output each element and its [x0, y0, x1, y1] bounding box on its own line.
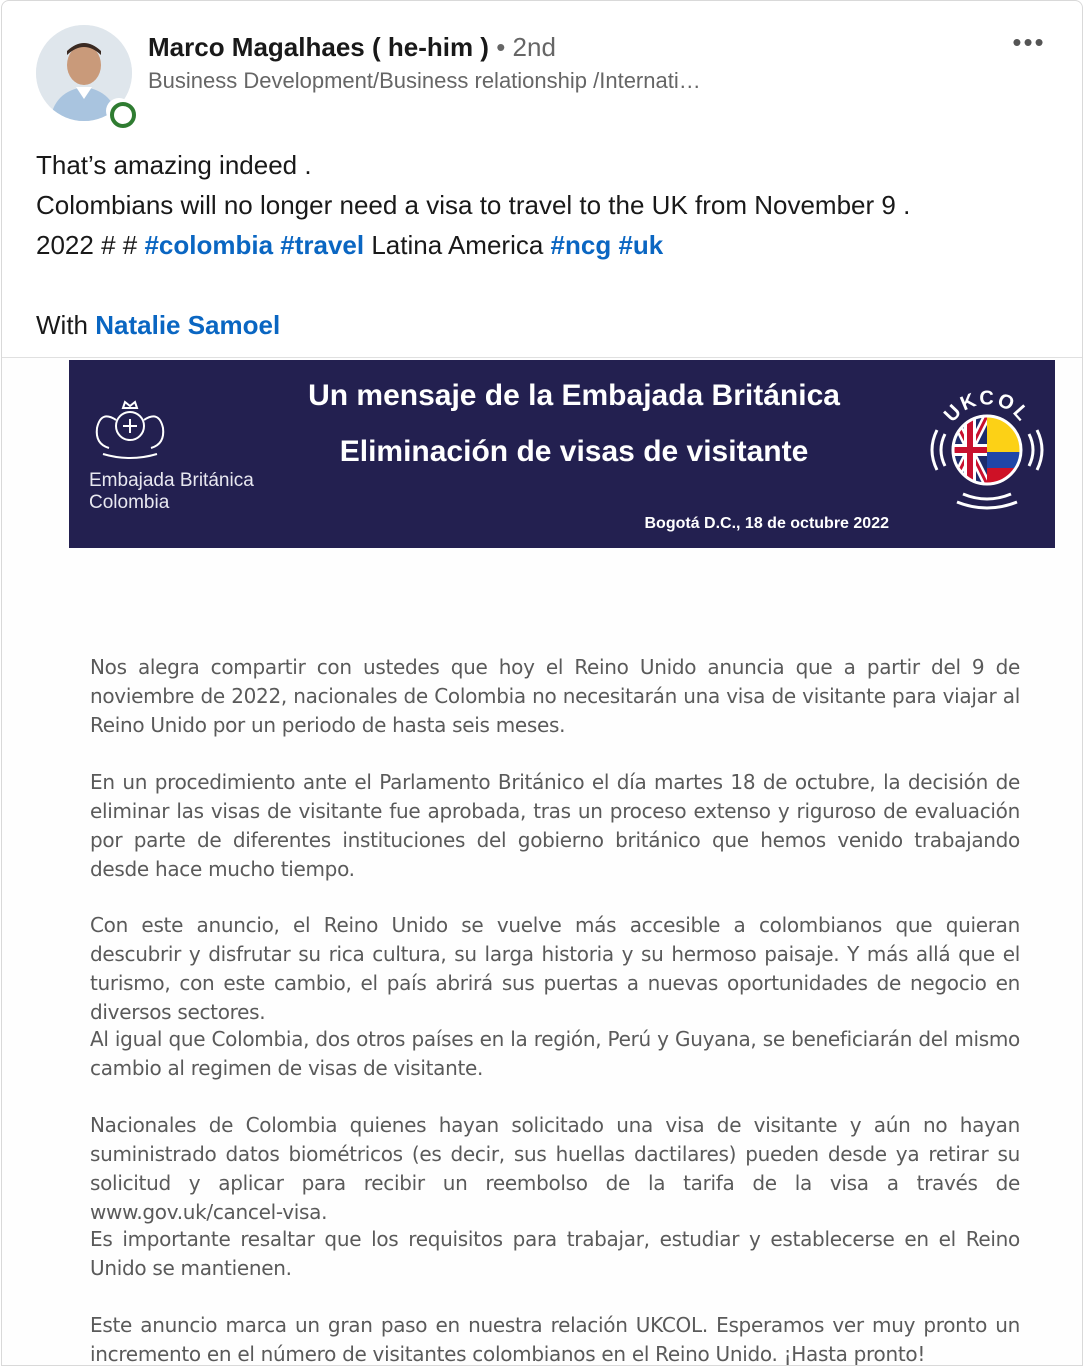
author-headline: Business Development/Business relationship /Internati…	[148, 68, 701, 93]
letter-paragraph-1: Nos alegra compartir con ustedes que hoy el Reino Unido anuncia que a partir del 9 de noviembre de 2022, nacionales de Colombia no necesitarán una visa de visitante para viajar al Reino Unido por un periodo de hasta seis meses.	[90, 655, 1020, 737]
royal-crest-icon	[87, 388, 173, 464]
post-line-3-prefix: 2022 # #	[36, 230, 145, 260]
post-card	[1, 0, 1083, 1366]
banner-subtitle: Eliminación de visas de visitante	[339, 435, 809, 468]
letter-paragraph-4: Al igual que Colombia, dos otros países en la región, Perú y Guyana, se beneficiarán del mismo cambio al regimen de visas de visitante.	[90, 1027, 1020, 1080]
ukcol-logo-icon	[927, 376, 1047, 516]
post-with-line	[36, 305, 1056, 345]
post-line-3	[36, 225, 1056, 265]
banner-title: Un mensaje de la Embajada Británica	[308, 379, 840, 412]
connection-degree: • 2nd	[488, 32, 556, 62]
mention-link[interactable]: Natalie Samoel	[95, 310, 281, 340]
post-line-2: Colombians will no longer need a visa to travel to the UK from November 9 .	[36, 190, 911, 220]
hashtag-colombia[interactable]: #colombia	[144, 230, 274, 260]
author-name[interactable]: Marco Magalhaes ( he-him )	[148, 32, 489, 62]
hashtag-travel[interactable]: #travel	[280, 230, 365, 260]
embassy-name-line1: Embajada Británica	[89, 470, 254, 491]
embassy-name	[89, 470, 254, 514]
hashtag-ncg[interactable]: #ncg	[550, 230, 612, 260]
hashtag-uk[interactable]: #uk	[618, 230, 664, 260]
letter-paragraph-2: En un procedimiento ante el Parlamento Británico el día martes 18 de octubre, la decisión de eliminar las visas de visitante fue aprobada, tras un proceso extenso y riguroso de evaluación por parte de diferentes instituciones del gobierno británico que hemos venido trabajando desde hace mucho tiempo.	[90, 770, 1020, 881]
with-label: With	[36, 310, 96, 340]
banner-date: Bogotá D.C., 18 de octubre 2022	[644, 515, 889, 532]
post-body	[36, 145, 1056, 345]
embassy-banner	[69, 360, 1055, 548]
shared-image[interactable]	[2, 358, 1083, 1366]
author-info	[148, 31, 556, 63]
letter-paragraph-7: Este anuncio marca un gran paso en nuestra relación UKCOL. Esperamos ver muy pronto un incremento en el número de visitantes colombianos en el Reino Unido. ¡Hasta pronto!	[90, 1313, 1020, 1366]
svg-text:UKCOL: UKCOL	[939, 387, 1035, 427]
post-line-3-middle: Latina America	[364, 230, 551, 260]
more-options-button[interactable]: •••	[1012, 27, 1046, 57]
post-line-1: That’s amazing indeed .	[36, 150, 312, 180]
letter-paragraph-5: Nacionales de Colombia quienes hayan solicitado una visa de visitante y aún no hayan suministrado datos biométricos (es decir, sus huellas dactilares) pueden desde ya retirar su solicitud y aplicar para recibir un reembolso de la tarifa de la visa a través de www.gov.uk/cancel-visa.	[90, 1113, 1020, 1224]
letter-paragraph-6: Es importante resaltar que los requisitos para trabajar, estudiar y establecerse en el Reino Unido se mantienen.	[90, 1227, 1020, 1280]
letter-paragraph-3: Con este anuncio, el Reino Unido se vuelve más accesible a colombianos que quieran descubrir y disfrutar su rica cultura, su larga historia y su hermoso paisaje. Y más allá que el turismo, con este cambio, el país abrirá sus puertas a nuevas oportunidades de negocio en diversos sectores.	[90, 913, 1020, 1024]
embassy-name-line2: Colombia	[89, 492, 170, 513]
online-status-icon	[106, 98, 132, 124]
